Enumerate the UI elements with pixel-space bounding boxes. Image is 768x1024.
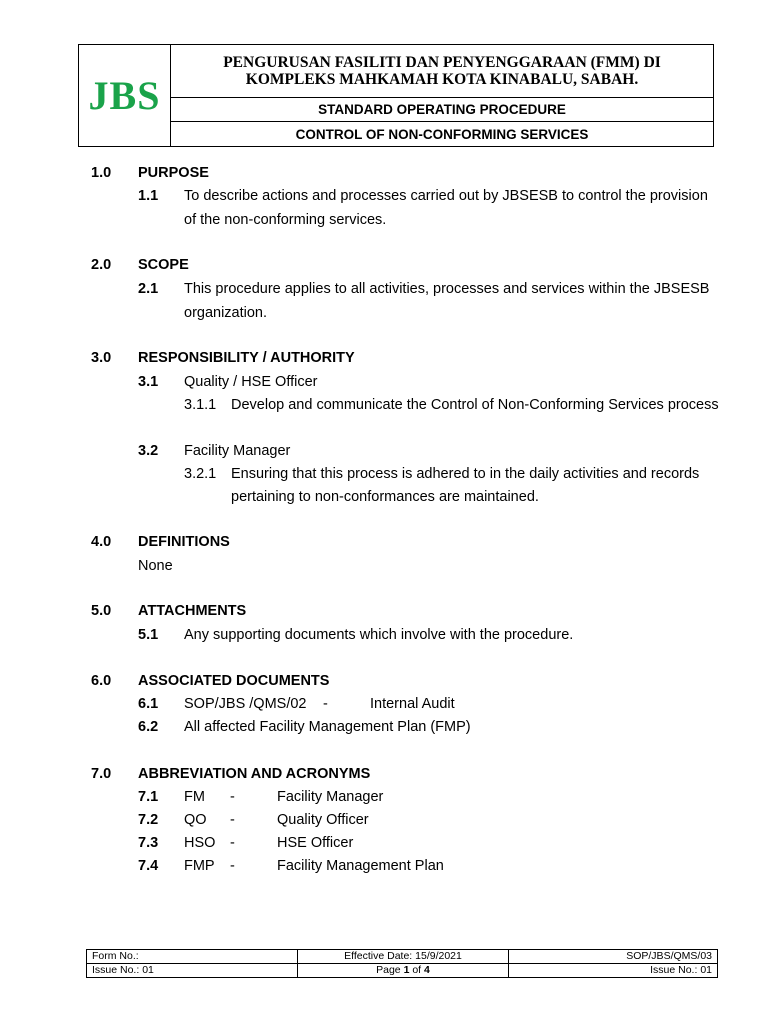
item-number: 1.1 <box>138 188 159 204</box>
page-current: 1 <box>403 964 410 976</box>
item-text: Facility Manager <box>184 443 291 459</box>
abbreviation-meaning: Facility Management Plan <box>277 858 444 874</box>
abbreviation: FM <box>184 789 205 805</box>
item-number: 3.2 <box>138 443 159 459</box>
footer-row <box>87 950 718 964</box>
item-text: This procedure applies to all activities, processes and services within the JBSESB <box>184 281 710 297</box>
abbreviation-meaning: Facility Manager <box>277 789 384 805</box>
footer-row <box>87 964 718 978</box>
item-number: 5.1 <box>138 627 159 643</box>
doc-title: CONTROL OF NON-CONFORMING SERVICES <box>295 126 589 142</box>
document-name: Internal Audit <box>370 696 455 712</box>
issue-number-right: Issue No.: 01 <box>509 964 718 978</box>
document-code: SOP/JBS /QMS/02 <box>184 696 307 712</box>
item-text: All affected Facility Management Plan (FMP) <box>184 719 471 735</box>
item-number: 2.1 <box>138 281 159 297</box>
header-title <box>171 45 713 98</box>
section-title: RESPONSIBILITY / AUTHORITY <box>138 350 355 366</box>
section-number: 2.0 <box>91 257 112 273</box>
header-title-line1: PENGURUSAN FASILITI DAN PENYENGGARAAN (FMM) DI <box>223 54 661 71</box>
effective-date: Effective Date: 15/9/2021 <box>298 950 509 964</box>
item-text-continued: organization. <box>184 305 268 321</box>
subitem-number: 3.1.1 <box>184 397 217 413</box>
section-number: 6.0 <box>91 673 112 689</box>
separator-dash: - <box>230 835 235 851</box>
abbreviation-meaning: Quality Officer <box>277 812 369 828</box>
item-text: Any supporting documents which involve with the procedure. <box>184 627 574 643</box>
section-title: ABBREVIATION AND ACRONYMS <box>138 766 371 782</box>
abbreviation-meaning: HSE Officer <box>277 835 354 851</box>
page-total: 4 <box>424 964 430 976</box>
item-text-continued: of the non-conforming services. <box>184 212 387 228</box>
page-of: of <box>409 964 425 976</box>
section-title: SCOPE <box>138 257 189 273</box>
section-number: 4.0 <box>91 534 112 550</box>
item-number: 6.2 <box>138 719 159 735</box>
separator-dash: - <box>323 696 328 712</box>
item-number: 6.1 <box>138 696 159 712</box>
issue-number: Issue No.: 01 <box>87 964 298 978</box>
subitem-number: 3.2.1 <box>184 466 217 482</box>
separator-dash: - <box>230 858 235 874</box>
section-title: ATTACHMENTS <box>138 603 247 619</box>
item-number: 7.3 <box>138 835 159 851</box>
section-number: 5.0 <box>91 603 112 619</box>
abbreviation: HSO <box>184 835 216 851</box>
item-number: 3.1 <box>138 374 159 390</box>
item-number: 7.2 <box>138 812 159 828</box>
item-number: 7.4 <box>138 858 159 874</box>
header-info <box>171 45 713 146</box>
abbreviation: FMP <box>184 858 215 874</box>
section-number: 3.0 <box>91 350 112 366</box>
company-logo <box>79 45 171 146</box>
document-header <box>78 44 714 147</box>
document-footer <box>86 949 718 978</box>
doc-type: STANDARD OPERATING PROCEDURE <box>171 98 713 122</box>
page-number <box>298 964 509 978</box>
document-code: SOP/JBS/QMS/03 <box>509 950 718 964</box>
abbreviation: QO <box>184 812 207 828</box>
section-title: DEFINITIONS <box>138 534 230 550</box>
section-text: None <box>138 558 173 574</box>
subitem-text-continued: pertaining to non-conformances are maintained. <box>231 489 539 505</box>
item-text: To describe actions and processes carried out by JBSESB to control the provision <box>184 188 708 204</box>
section-title: PURPOSE <box>138 165 209 181</box>
page-prefix: Page <box>376 964 404 976</box>
form-number: Form No.: <box>87 950 298 964</box>
section-title: ASSOCIATED DOCUMENTS <box>138 673 330 689</box>
item-text: Quality / HSE Officer <box>184 374 318 390</box>
item-number: 7.1 <box>138 789 159 805</box>
separator-dash: - <box>230 789 235 805</box>
subitem-text: Develop and communicate the Control of Non-Conforming Services process <box>231 397 719 413</box>
section-number: 1.0 <box>91 165 112 181</box>
section-number: 7.0 <box>91 766 112 782</box>
subitem-text: Ensuring that this process is adhered to in the daily activities and records <box>231 466 700 482</box>
separator-dash: - <box>230 812 235 828</box>
logo-text: JBS <box>88 73 161 118</box>
header-title-line2: KOMPLEKS MAHKAMAH KOTA KINABALU, SABAH. <box>245 71 639 88</box>
